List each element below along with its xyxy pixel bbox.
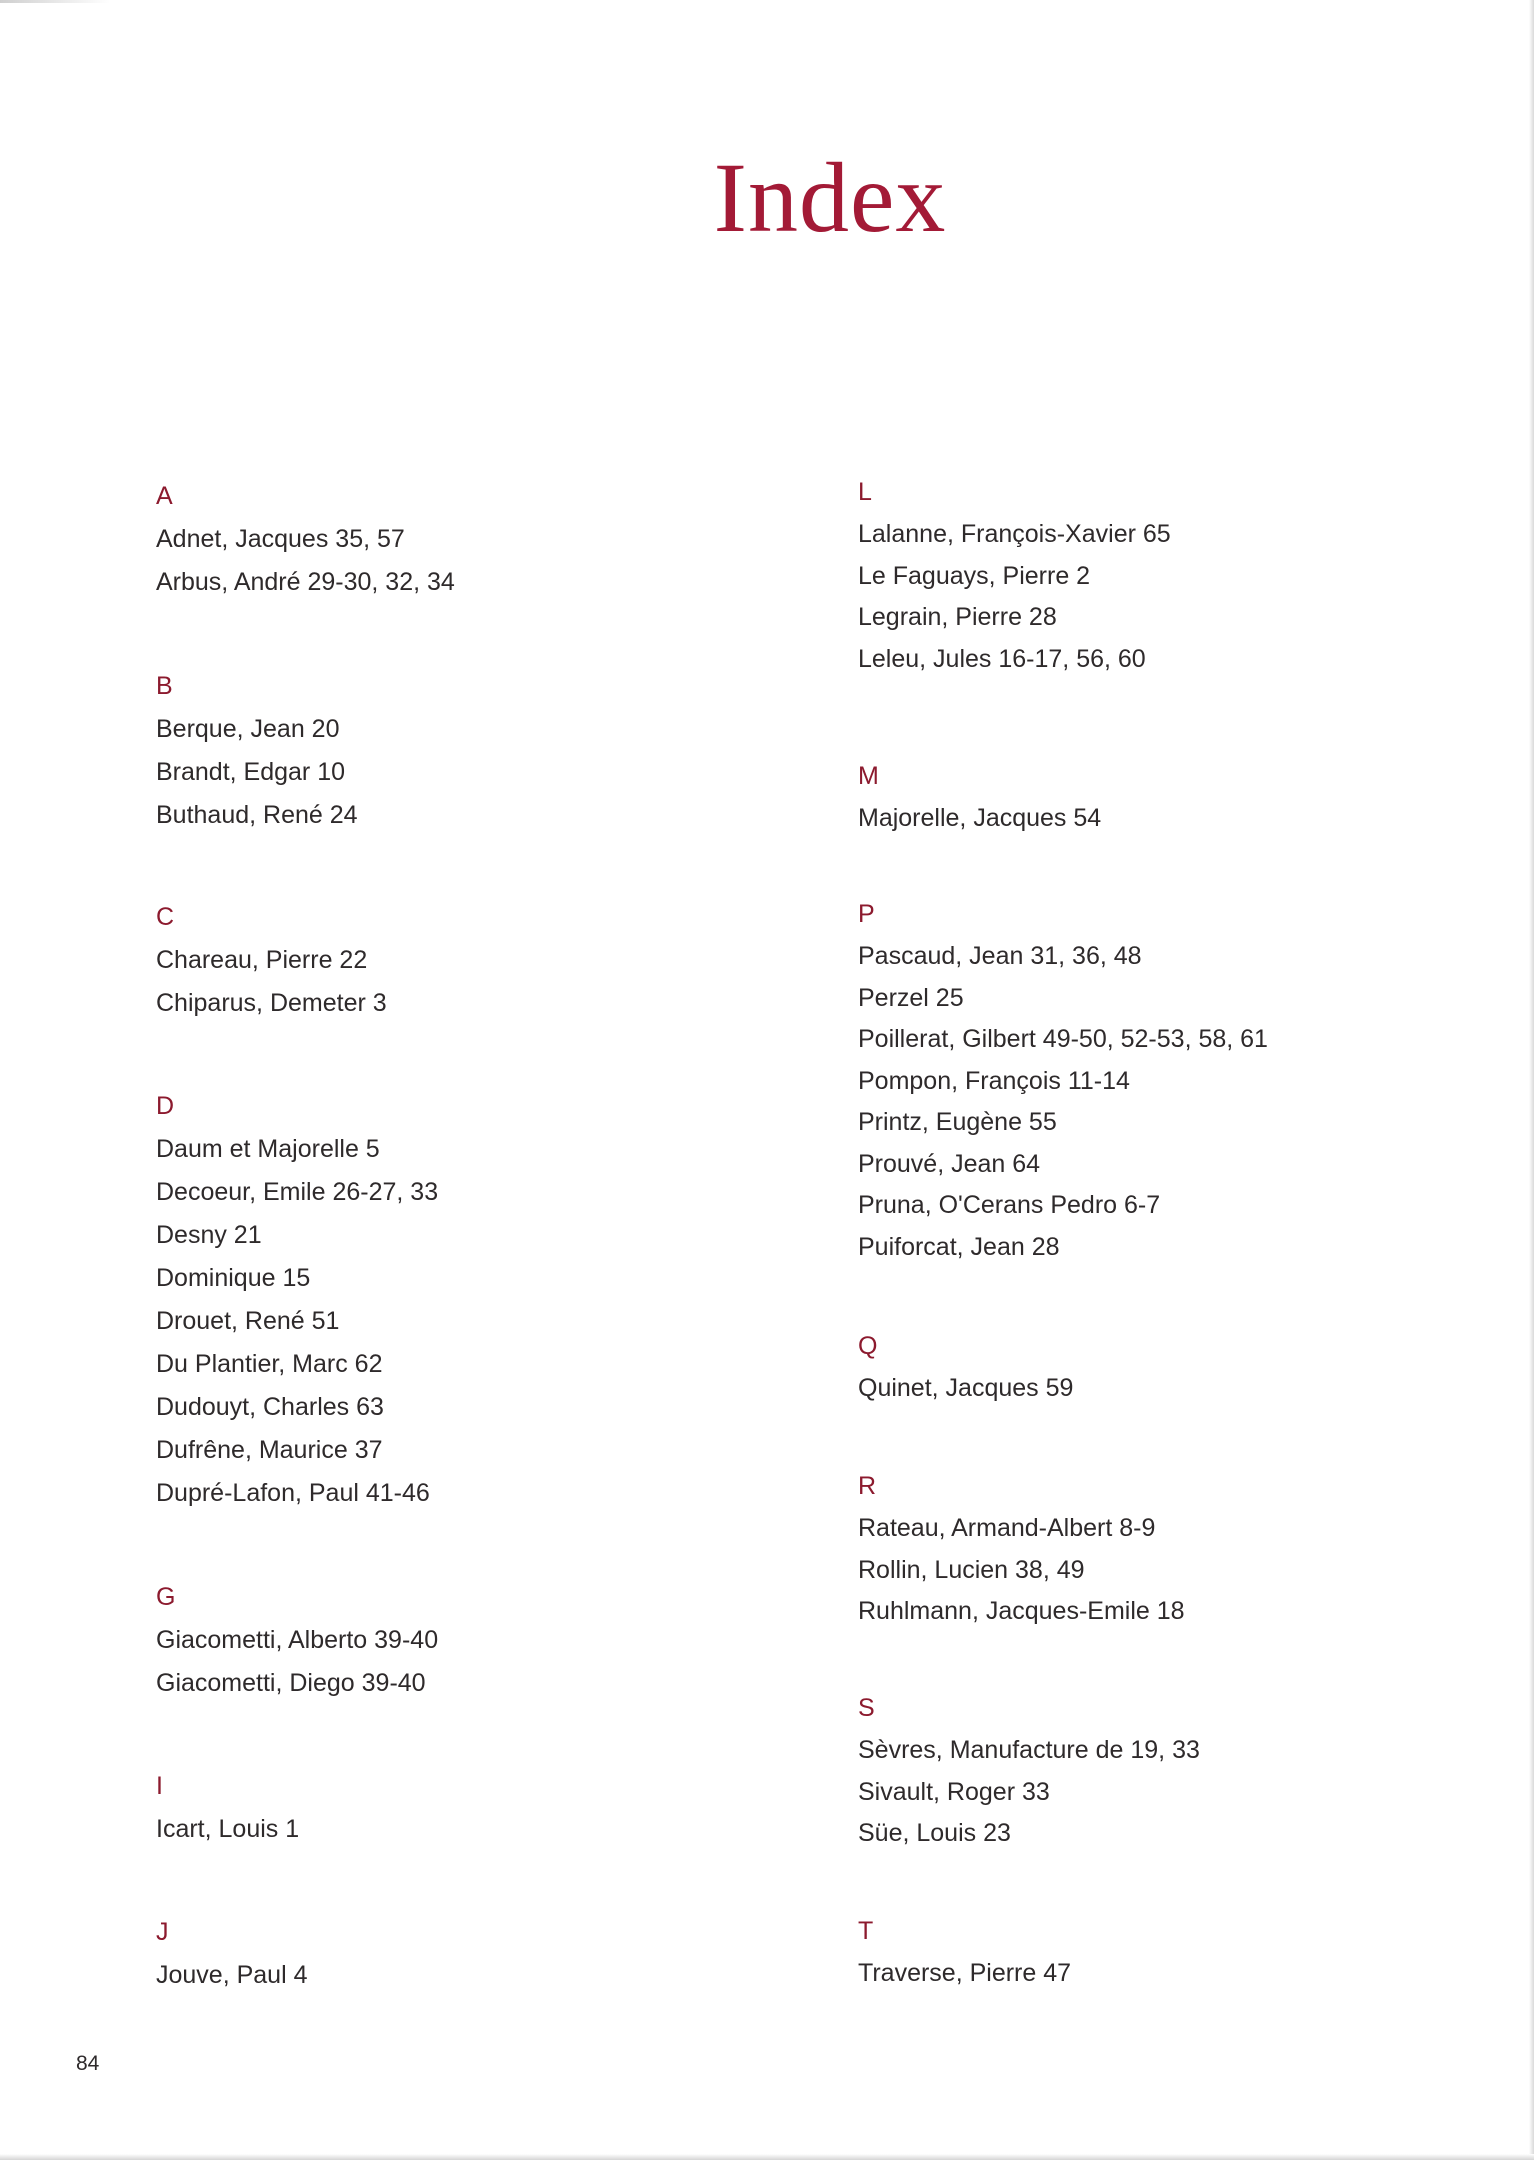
index-entry: Leleu, Jules 16-17, 56, 60 [858,644,1146,673]
index-entry: Quinet, Jacques 59 [858,1374,1074,1402]
index-entry: Pompon, François 11-14 [858,1066,1130,1095]
index-entry: Decoeur, Emile 26-27, 33 [156,1178,439,1206]
index-entry: Sèvres, Manufacture de 19, 33 [858,1736,1200,1764]
index-entry: Pruna, O'Cerans Pedro 6-7 [858,1191,1161,1219]
index-entry: Rollin, Lucien 38, 49 [858,1555,1085,1584]
page-bottom-edge [0,2154,1534,2160]
section-letter: D [156,1092,175,1120]
section-letter: J [156,1918,169,1946]
page-corner-shadow [0,0,110,3]
section-letter: Q [858,1332,878,1360]
section-letter: C [156,903,175,931]
index-section-a [156,474,796,604]
index-entry: Pascaud, Jean 31, 36, 48 [858,942,1142,970]
index-entry: Perzel 25 [858,983,964,1012]
index-entry: Dufrêne, Maurice 37 [156,1436,383,1464]
index-section-r [858,1464,1498,1633]
index-section-p [858,892,1498,1268]
index-section-i [156,1764,796,1851]
section-letter: M [858,762,879,790]
index-entry: Süe, Louis 23 [858,1819,1011,1847]
index-entry: Berque, Jean 20 [156,715,340,743]
index-entry: Chiparus, Demeter 3 [156,989,387,1017]
index-entry: Daum et Majorelle 5 [156,1135,380,1163]
index-entry: Dudouyt, Charles 63 [156,1393,384,1421]
index-entry: Adnet, Jacques 35, 57 [156,525,405,553]
index-entry: Le Faguays, Pierre 2 [858,561,1091,590]
section-letter: B [156,672,173,700]
index-section-c [156,895,796,1025]
index-entry: Ruhlmann, Jacques-Emile 18 [858,1597,1185,1625]
page-right-edge [1529,0,1534,2160]
section-letter: A [156,482,173,510]
index-entry: Puiforcat, Jean 28 [858,1232,1060,1261]
index-entry: Dominique 15 [156,1264,311,1292]
index-entry: Giacometti, Diego 39-40 [156,1669,426,1697]
index-entry: Traverse, Pierre 47 [858,1959,1072,1987]
index-entry: Dupré-Lafon, Paul 41-46 [156,1479,430,1507]
index-section-q [858,1324,1498,1410]
index-entry: Buthaud, René 24 [156,801,358,829]
index-entry: Drouet, René 51 [156,1307,340,1335]
index-entry: Desny 21 [156,1221,262,1249]
section-letter: G [156,1583,176,1611]
index-section-j [156,1910,796,1997]
index-section-l [858,470,1498,680]
page-title: Index [713,142,947,253]
index-entry: Icart, Louis 1 [156,1815,300,1843]
index-entry: Lalanne, François-Xavier 65 [858,520,1171,548]
section-letter: S [858,1694,875,1722]
section-letter: I [156,1772,163,1800]
index-section-t [858,1909,1498,1995]
index-entry: Prouvé, Jean 64 [858,1149,1041,1178]
index-entry: Rateau, Armand-Albert 8-9 [858,1514,1156,1542]
index-entry: Chareau, Pierre 22 [156,946,368,974]
section-letter: T [858,1917,874,1945]
index-entry: Majorelle, Jacques 54 [858,804,1102,832]
index-section-d [156,1084,796,1515]
page-number: 84 [76,2052,100,2075]
index-section-b [156,664,796,837]
index-entry: Printz, Eugène 55 [858,1108,1057,1136]
index-entry: Du Plantier, Marc 62 [156,1350,383,1378]
section-letter: R [858,1472,877,1500]
index-entry: Brandt, Edgar 10 [156,758,346,786]
index-entry: Sivault, Roger 33 [858,1777,1050,1806]
index-entry: Arbus, André 29-30, 32, 34 [156,568,455,596]
index-entry: Jouve, Paul 4 [156,1961,308,1989]
index-entry: Giacometti, Alberto 39-40 [156,1626,439,1654]
section-letter: P [858,900,875,928]
index-entry: Legrain, Pierre 28 [858,603,1057,631]
index-entry: Poillerat, Gilbert 49-50, 52-53, 58, 61 [858,1025,1268,1053]
index-section-g [156,1575,796,1705]
index-section-s [858,1686,1498,1855]
section-letter: L [858,478,872,506]
index-section-m [858,754,1498,840]
